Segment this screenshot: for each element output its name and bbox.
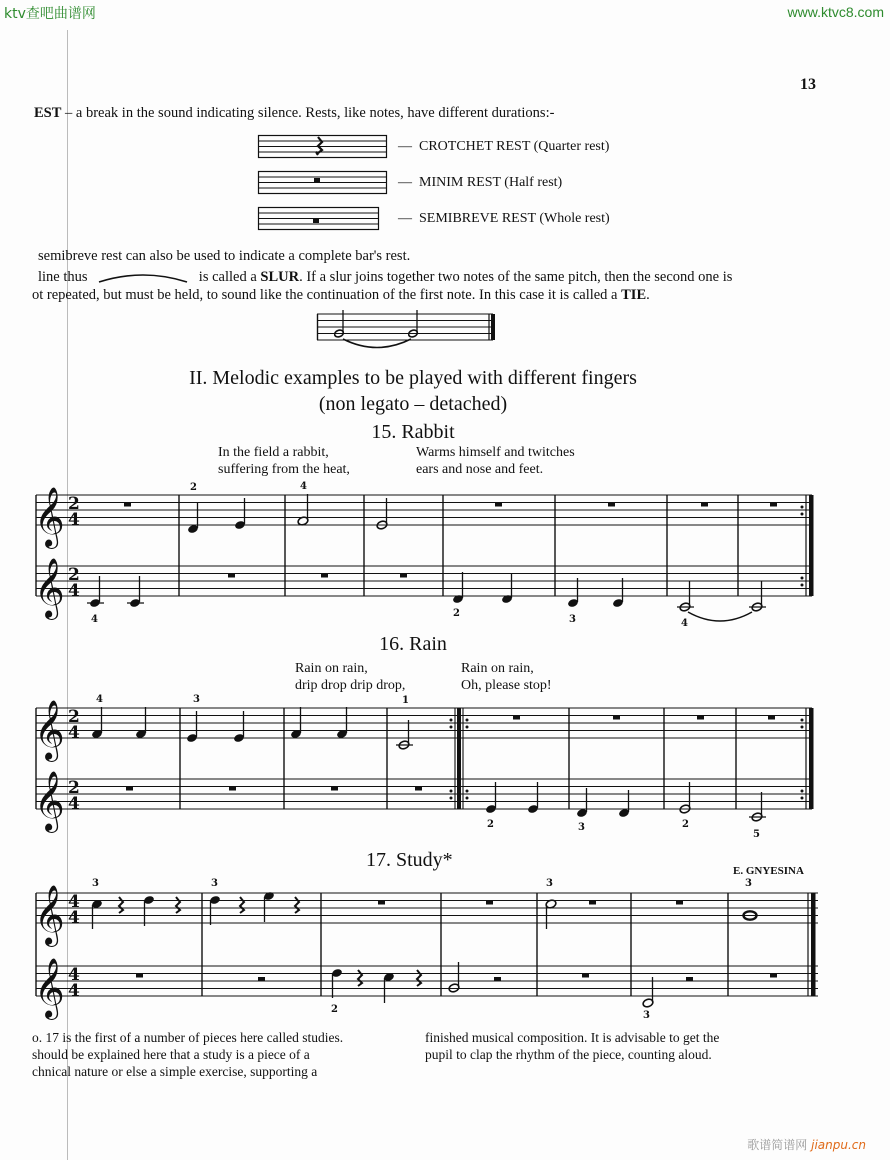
svg-text:5: 5 xyxy=(753,829,760,840)
svg-text:4: 4 xyxy=(68,581,80,601)
score-rain xyxy=(0,690,890,850)
site-watermark-right: www.ktvc8.com xyxy=(787,4,884,20)
upper-staff xyxy=(36,708,812,738)
tie-term: TIE xyxy=(621,287,647,303)
semibreve-rest-staff xyxy=(258,207,382,231)
score-rabbit xyxy=(0,480,890,630)
svg-text:3: 3 xyxy=(745,878,752,889)
treble-clef-icon: 𝄞 xyxy=(34,958,65,1018)
piece-title-rabbit: 15. Rabbit xyxy=(371,421,455,443)
lower-staff xyxy=(36,566,812,596)
minim-rest-staff xyxy=(258,171,388,195)
treble-clef-icon: 𝄞 xyxy=(34,771,65,831)
svg-text:3: 3 xyxy=(578,822,585,833)
lyrics-rain-left: Rain on rain, drip drop drip drop, xyxy=(295,661,406,693)
svg-text:3: 3 xyxy=(92,878,99,889)
svg-text:3: 3 xyxy=(569,614,576,625)
svg-text:3: 3 xyxy=(211,878,218,889)
rest-item-semibreve: — SEMIBREVE REST (Whole rest) xyxy=(398,211,610,226)
semibreve-note: semibreve rest can also be used to indicate a complete bar's rest. xyxy=(38,248,411,264)
svg-text:2: 2 xyxy=(68,494,80,514)
svg-text:4: 4 xyxy=(68,908,80,928)
treble-clef-icon: 𝄞 xyxy=(34,700,65,760)
svg-text:4: 4 xyxy=(68,892,80,912)
svg-text:3: 3 xyxy=(546,878,553,889)
svg-text:4: 4 xyxy=(68,794,80,814)
svg-text:4: 4 xyxy=(300,481,307,492)
svg-text:3: 3 xyxy=(643,1010,650,1021)
semibreve-rest-icon xyxy=(313,219,319,224)
crotchet-rest-staff xyxy=(258,135,388,159)
upper-staff xyxy=(36,495,812,525)
svg-text:3: 3 xyxy=(193,694,200,705)
slur-definition: line thus is called a SLUR. If a slur joins together two notes of the same pitch, then the second one is xyxy=(38,269,733,285)
footnote-left-column: o. 17 is the first of a number of pieces here called studies. should be explained here that a study is a piece of a chnical nature or else a simple exercise, supporting a xyxy=(32,1030,344,1079)
upper-staff xyxy=(36,893,818,923)
svg-text:4: 4 xyxy=(68,965,80,985)
svg-text:4: 4 xyxy=(68,510,80,530)
site-watermark-bottom: 歌谱简谱网 jianpu.cn xyxy=(747,1138,866,1152)
svg-text:4: 4 xyxy=(681,618,688,629)
lower-staff xyxy=(36,779,812,809)
slur-term: SLUR xyxy=(260,269,300,285)
piece-title-rain: 16. Rain xyxy=(379,633,447,655)
svg-text:2: 2 xyxy=(682,819,689,830)
svg-text:2: 2 xyxy=(68,565,80,585)
lyrics-rabbit-left: In the field a rabbit, suffering from the heat, xyxy=(218,445,350,477)
page-number: 13 xyxy=(800,76,816,93)
svg-text:2: 2 xyxy=(190,482,197,493)
tie-arc-icon xyxy=(688,612,752,621)
rest-item-crotchet: — CROTCHET REST (Quarter rest) xyxy=(398,139,610,154)
svg-text:2: 2 xyxy=(487,819,494,830)
tie-definition: ot repeated, but must be held, to sound like the continuation of the first note. In this case it is called a TIE. xyxy=(32,287,650,303)
treble-clef-icon: 𝄞 xyxy=(34,487,65,547)
svg-text:2: 2 xyxy=(68,778,80,798)
lower-staff xyxy=(36,966,818,996)
treble-clef-icon: 𝄞 xyxy=(34,885,65,945)
rest-definition-text: – a break in the sound indicating silence. Rests, like notes, have different durations:- xyxy=(61,105,555,121)
site-watermark-left: ktv查吧曲谱网 xyxy=(4,6,96,22)
section-heading-line1: II. Melodic examples to be played with different fingers xyxy=(189,367,637,389)
rest-label: CROTCHET REST (Quarter rest) xyxy=(419,139,610,154)
svg-text:4: 4 xyxy=(68,723,80,743)
svg-text:2: 2 xyxy=(453,608,460,619)
svg-text:4: 4 xyxy=(91,614,98,625)
minim-rest-icon xyxy=(314,178,320,183)
svg-text:4: 4 xyxy=(96,694,103,705)
rest-label: SEMIBREVE REST (Whole rest) xyxy=(419,211,610,226)
score-study xyxy=(0,870,890,1030)
svg-text:2: 2 xyxy=(68,707,80,727)
svg-text:4: 4 xyxy=(68,981,80,1001)
svg-text:1: 1 xyxy=(402,695,409,706)
rest-item-minim: — MINIM REST (Half rest) xyxy=(398,175,563,190)
rest-label: MINIM REST (Half rest) xyxy=(419,175,563,190)
svg-text:2: 2 xyxy=(331,1004,338,1015)
piece-title-study: 17. Study* xyxy=(366,849,453,871)
treble-clef-icon: 𝄞 xyxy=(34,558,65,618)
rest-definition xyxy=(34,105,554,122)
footnote-right-column: finished musical composition. It is advisable to get the pupil to clap the rhythm of the piece, counting aloud. xyxy=(425,1030,720,1062)
lyrics-rain-right: Rain on rain, Oh, please stop! xyxy=(461,661,552,693)
lyrics-rabbit-right: Warms himself and twitches ears and nose and feet. xyxy=(416,445,575,477)
composer-name: E. GNYESINA xyxy=(733,865,804,877)
slur-arc-icon xyxy=(97,272,189,284)
tie-example-staff xyxy=(317,312,497,352)
rest-term: EST xyxy=(34,105,62,121)
section-heading-line2: (non legato – detached) xyxy=(318,393,508,415)
